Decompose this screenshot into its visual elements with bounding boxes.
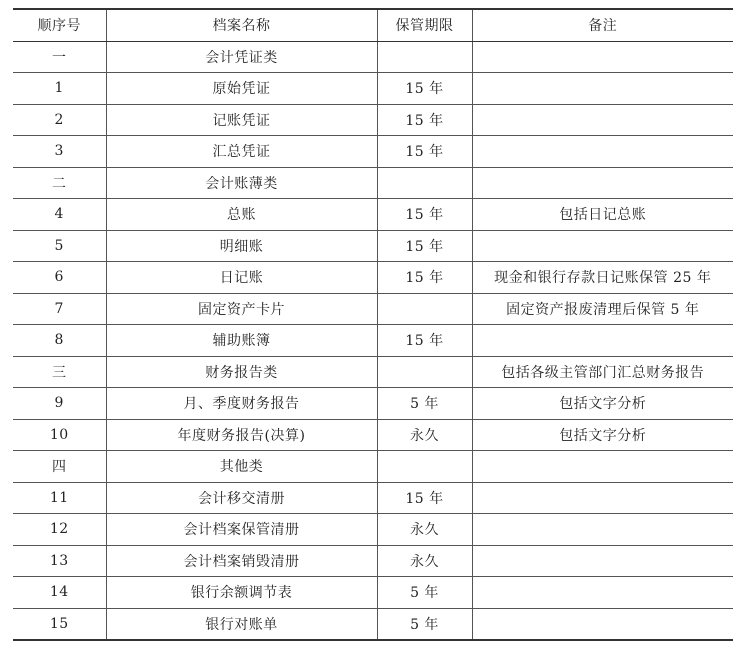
cell-period: 15 年 bbox=[377, 230, 472, 262]
cell-seq: 9 bbox=[13, 388, 106, 420]
cell-name: 财务报告类 bbox=[106, 356, 377, 388]
cell-note bbox=[472, 167, 733, 199]
cell-note: 固定资产报废清理后保管 5 年 bbox=[472, 293, 733, 325]
cell-seq: 3 bbox=[13, 136, 106, 168]
cell-seq: 12 bbox=[13, 514, 106, 546]
cell-seq: 1 bbox=[13, 73, 106, 105]
cell-seq: 4 bbox=[13, 199, 106, 231]
cell-period: 15 年 bbox=[377, 325, 472, 357]
cell-note bbox=[472, 514, 733, 546]
cell-seq: 11 bbox=[13, 482, 106, 514]
table-row bbox=[13, 199, 733, 231]
cell-name: 其他类 bbox=[106, 451, 377, 483]
cell-note bbox=[472, 136, 733, 168]
cell-period: 5 年 bbox=[377, 388, 472, 420]
cell-note: 包括日记总账 bbox=[472, 199, 733, 231]
table-row bbox=[13, 419, 733, 451]
cell-name: 会计档案保管清册 bbox=[106, 514, 377, 546]
cell-period: 15 年 bbox=[377, 104, 472, 136]
cell-period bbox=[377, 451, 472, 483]
cell-name: 会计移交清册 bbox=[106, 482, 377, 514]
cell-name: 会计凭证类 bbox=[106, 41, 377, 73]
cell-note: 包括文字分析 bbox=[472, 388, 733, 420]
cell-period bbox=[377, 356, 472, 388]
cell-name: 会计账薄类 bbox=[106, 167, 377, 199]
cell-note bbox=[472, 608, 733, 640]
cell-note: 现金和银行存款日记账保管 25 年 bbox=[472, 262, 733, 294]
table-row bbox=[13, 577, 733, 609]
cell-period: 永久 bbox=[377, 419, 472, 451]
cell-note bbox=[472, 41, 733, 73]
header-period: 保管期限 bbox=[377, 9, 472, 41]
cell-seq: 8 bbox=[13, 325, 106, 357]
cell-name: 原始凭证 bbox=[106, 73, 377, 105]
table-row bbox=[13, 545, 733, 577]
table-row bbox=[13, 293, 733, 325]
cell-seq: 二 bbox=[13, 167, 106, 199]
cell-name: 银行对账单 bbox=[106, 608, 377, 640]
cell-period bbox=[377, 167, 472, 199]
cell-seq: 6 bbox=[13, 262, 106, 294]
cell-name: 汇总凭证 bbox=[106, 136, 377, 168]
cell-seq: 5 bbox=[13, 230, 106, 262]
table-row bbox=[13, 167, 733, 199]
cell-note bbox=[472, 104, 733, 136]
table-row bbox=[13, 41, 733, 73]
cell-seq: 10 bbox=[13, 419, 106, 451]
table-row bbox=[13, 388, 733, 420]
cell-period: 永久 bbox=[377, 545, 472, 577]
cell-period: 5 年 bbox=[377, 608, 472, 640]
table-row bbox=[13, 230, 733, 262]
cell-note bbox=[472, 482, 733, 514]
table-row bbox=[13, 482, 733, 514]
cell-seq: 14 bbox=[13, 577, 106, 609]
table-row bbox=[13, 104, 733, 136]
cell-seq: 四 bbox=[13, 451, 106, 483]
cell-period bbox=[377, 293, 472, 325]
cell-note: 包括文字分析 bbox=[472, 419, 733, 451]
cell-note bbox=[472, 451, 733, 483]
table-row bbox=[13, 608, 733, 640]
cell-name: 年度财务报告(决算) bbox=[106, 419, 377, 451]
table-row bbox=[13, 514, 733, 546]
cell-name: 辅助账簿 bbox=[106, 325, 377, 357]
cell-period: 15 年 bbox=[377, 136, 472, 168]
cell-seq: 三 bbox=[13, 356, 106, 388]
cell-period: 15 年 bbox=[377, 482, 472, 514]
cell-name: 固定资产卡片 bbox=[106, 293, 377, 325]
table-row bbox=[13, 451, 733, 483]
cell-note bbox=[472, 545, 733, 577]
header-name: 档案名称 bbox=[106, 9, 377, 41]
archive-retention-table bbox=[13, 8, 733, 641]
cell-name: 明细账 bbox=[106, 230, 377, 262]
cell-note bbox=[472, 73, 733, 105]
cell-period: 5 年 bbox=[377, 577, 472, 609]
cell-note: 包括各级主管部门汇总财务报告 bbox=[472, 356, 733, 388]
cell-seq: 13 bbox=[13, 545, 106, 577]
cell-name: 会计档案销毁清册 bbox=[106, 545, 377, 577]
cell-name: 月、季度财务报告 bbox=[106, 388, 377, 420]
cell-note bbox=[472, 230, 733, 262]
cell-seq: 15 bbox=[13, 608, 106, 640]
cell-period: 15 年 bbox=[377, 199, 472, 231]
cell-period: 15 年 bbox=[377, 262, 472, 294]
cell-period bbox=[377, 41, 472, 73]
cell-name: 总账 bbox=[106, 199, 377, 231]
cell-name: 日记账 bbox=[106, 262, 377, 294]
table-body bbox=[13, 41, 733, 640]
cell-seq: 7 bbox=[13, 293, 106, 325]
cell-note bbox=[472, 577, 733, 609]
cell-period: 15 年 bbox=[377, 73, 472, 105]
table-row bbox=[13, 356, 733, 388]
table-header bbox=[13, 9, 733, 41]
table-row bbox=[13, 325, 733, 357]
cell-seq: 2 bbox=[13, 104, 106, 136]
header-seq: 顺序号 bbox=[13, 9, 106, 41]
cell-seq: 一 bbox=[13, 41, 106, 73]
header-note: 备注 bbox=[472, 9, 733, 41]
cell-period: 永久 bbox=[377, 514, 472, 546]
header-row bbox=[13, 9, 733, 41]
cell-note bbox=[472, 325, 733, 357]
table-row bbox=[13, 136, 733, 168]
table-row bbox=[13, 262, 733, 294]
table-row bbox=[13, 73, 733, 105]
cell-name: 银行余额调节表 bbox=[106, 577, 377, 609]
cell-name: 记账凭证 bbox=[106, 104, 377, 136]
